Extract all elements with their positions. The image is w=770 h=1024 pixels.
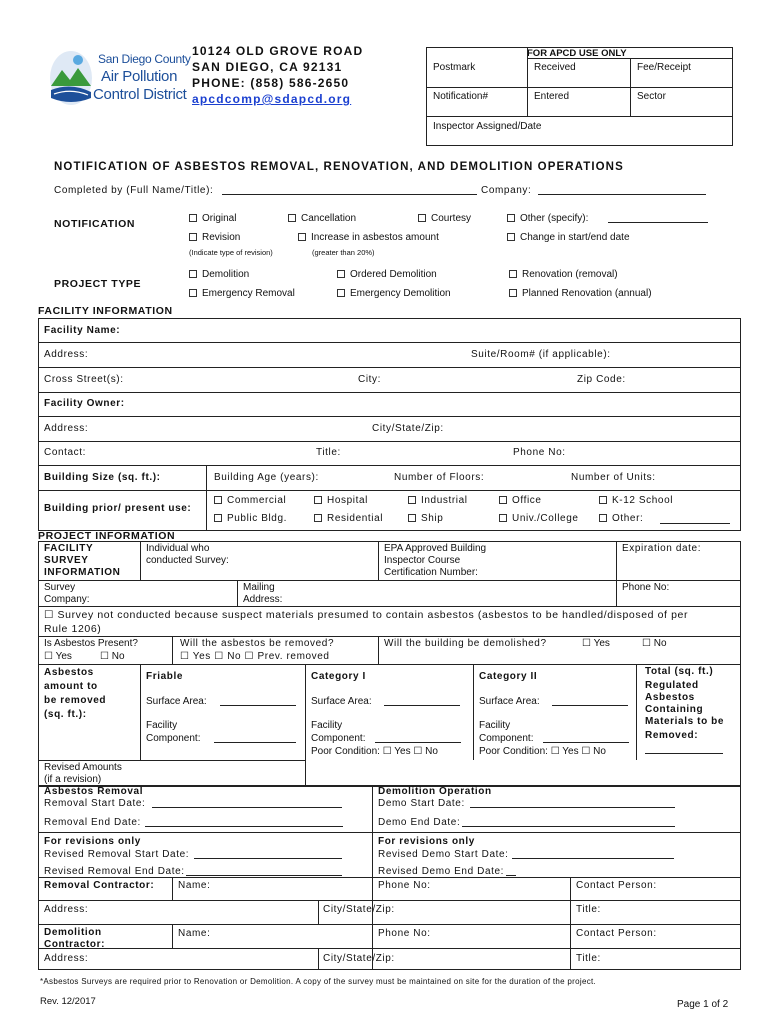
checkbox-icon — [408, 496, 416, 504]
address-line-1: 10124 OLD GROVE ROAD — [192, 44, 364, 58]
mailing-label-2: Address: — [243, 594, 283, 605]
revised-removal-end-label: Revised Removal End Date: — [44, 866, 185, 877]
renovation-checkbox[interactable] — [509, 269, 618, 280]
amount-label-3: be removed — [44, 695, 107, 706]
total-label-5: Materials to be — [645, 716, 725, 727]
cat1-component-label-1: Facility — [311, 720, 343, 731]
other-label: Other (specify): — [520, 213, 589, 224]
cancellation-label: Cancellation — [301, 213, 357, 224]
cat2-component-field[interactable] — [543, 733, 629, 743]
revision-label: Revision — [202, 232, 241, 243]
checkbox-icon — [337, 289, 345, 297]
courtesy-label: Courtesy — [431, 213, 472, 224]
checkbox-icon — [288, 214, 296, 222]
courtesy-checkbox[interactable] — [418, 213, 471, 224]
checkbox-icon — [214, 496, 222, 504]
survey-info-label-1: FACILITY — [44, 543, 94, 554]
notification-number-label: Notification# — [433, 91, 489, 102]
epa-label-2: Inspector Course — [384, 555, 461, 566]
completed-by-label: Completed by (Full Name/Title): — [54, 185, 214, 196]
postmark-label: Postmark — [433, 62, 476, 73]
demolition-label: Demolition — [202, 269, 250, 280]
building-size-label: Building Size (sq. ft.): — [44, 472, 161, 483]
notification-label: NOTIFICATION — [54, 218, 136, 230]
revised-demo-start-field[interactable] — [512, 849, 674, 859]
will-remove-label: Will the asbestos be removed? — [180, 638, 335, 649]
company-label: Company: — [481, 185, 532, 196]
commercial-checkbox[interactable] — [214, 495, 286, 506]
other-use-checkbox[interactable] — [599, 513, 643, 524]
will-demolish-label: Will the building be demolished? — [384, 638, 547, 649]
facility-address-label: Address: — [44, 349, 89, 360]
mailing-label-1: Mailing — [243, 582, 275, 593]
demolition-contractor-contact-label: Contact Person: — [576, 928, 657, 939]
cat2-component-label-1: Facility — [479, 720, 511, 731]
removal-contractor-address-label: Address: — [44, 904, 89, 915]
revision-date: Rev. 12/2017 — [40, 996, 96, 1007]
friable-surface-field[interactable] — [220, 696, 296, 706]
expiration-label: Expiration date: — [622, 543, 702, 554]
entered-label: Entered — [534, 91, 570, 102]
owner-address-label: Address: — [44, 423, 89, 434]
industrial-label: Industrial — [421, 495, 468, 506]
removal-start-label: Removal Start Date: — [44, 798, 146, 809]
demo-end-label: Demo End Date: — [378, 817, 461, 828]
will-demolish-yes[interactable]: ☐ Yes — [582, 638, 610, 649]
original-checkbox[interactable] — [189, 213, 236, 224]
checkbox-icon — [189, 270, 197, 278]
contact-phone-label: Phone No: — [513, 447, 566, 458]
checkbox-icon — [509, 289, 517, 297]
removal-contractor-label: Removal Contractor: — [44, 880, 155, 891]
checkbox-icon — [314, 496, 322, 504]
amount-label-4: (sq. ft.): — [44, 709, 87, 720]
fee-receipt-label: Fee/Receipt — [637, 62, 691, 73]
asbestos-present-yes[interactable]: ☐ Yes — [44, 651, 72, 662]
amount-label-1: Asbestos — [44, 667, 94, 678]
total-label-2: Regulated — [645, 680, 699, 691]
removal-contractor-phone-label: Phone No: — [378, 880, 431, 891]
asbestos-removal-heading: Asbestos Removal — [44, 786, 144, 797]
survey-info-label-3: INFORMATION — [44, 567, 121, 578]
univ-college-label: Univ./College — [512, 513, 579, 524]
logo-line-2: Air Pollution — [101, 68, 178, 85]
survey-not-conducted-checkbox[interactable]: ☐ Survey not conducted because suspect materials presumed to contain asbestos (asbestos to be handled/disposed of per — [44, 609, 689, 621]
emergency-demolition-label: Emergency Demolition — [350, 288, 451, 299]
survey-phone-label: Phone No: — [622, 582, 670, 593]
completed-by-field[interactable] — [222, 185, 477, 195]
suite-label: Suite/Room# (if applicable): — [471, 349, 611, 360]
logo-line-3: Control District — [93, 86, 187, 103]
hospital-checkbox[interactable] — [314, 495, 368, 506]
total-label-3: Asbestos — [645, 692, 695, 703]
survey-info-label-2: SURVEY — [44, 555, 89, 566]
original-label: Original — [202, 213, 237, 224]
address-line-2: SAN DIEGO, CA 92131 — [192, 60, 343, 74]
cat2-poor-condition[interactable]: Poor Condition: ☐ Yes ☐ No — [479, 746, 606, 757]
demo-start-label: Demo Start Date: — [378, 798, 465, 809]
checkbox-icon — [418, 214, 426, 222]
building-use-label: Building prior/ present use: — [44, 503, 192, 514]
revised-demo-end-field[interactable] — [506, 866, 516, 876]
facility-owner-label: Facility Owner: — [44, 398, 125, 409]
demolition-operation-heading: Demolition Operation — [378, 786, 492, 797]
epa-label-3: Certification Number: — [384, 567, 478, 578]
total-field[interactable] — [645, 744, 723, 754]
k12-school-label: K-12 School — [612, 495, 674, 506]
removal-start-field[interactable] — [152, 798, 342, 808]
demo-end-field[interactable] — [462, 817, 675, 827]
cat1-surface-label: Surface Area: — [311, 696, 372, 707]
total-label-4: Containing — [645, 704, 704, 715]
project-information-heading: PROJECT INFORMATION — [38, 530, 176, 542]
demo-revisions-heading: For revisions only — [378, 836, 475, 847]
survey-company-label-1: Survey — [44, 582, 76, 593]
revised-removal-start-field[interactable] — [194, 849, 342, 859]
removal-end-field[interactable] — [145, 817, 343, 827]
will-remove-options[interactable]: ☐ Yes ☐ No ☐ Prev. removed — [180, 651, 330, 662]
checkbox-icon — [189, 233, 197, 241]
friable-heading: Friable — [146, 671, 183, 682]
change-dates-label: Change in start/end date — [520, 232, 630, 243]
industrial-checkbox[interactable] — [408, 495, 468, 506]
facility-information-heading: FACILITY INFORMATION — [38, 305, 173, 317]
form-title: NOTIFICATION OF ASBESTOS REMOVAL, RENOVATION, AND DEMOLITION OPERATIONS — [54, 161, 624, 173]
demolition-contractor-title-label: Title: — [576, 953, 601, 964]
checkbox-icon — [189, 214, 197, 222]
planned-renovation-checkbox[interactable] — [509, 288, 652, 299]
will-demolish-no[interactable]: ☐ No — [642, 638, 667, 649]
total-label-6: Removed: — [645, 730, 699, 741]
category-1-heading: Category I — [311, 671, 366, 682]
removal-contractor-city-label: City/State/Zip: — [323, 904, 395, 915]
demolition-contractor-label-1: Demolition — [44, 927, 102, 938]
checkbox-icon — [499, 496, 507, 504]
cat2-surface-field[interactable] — [552, 696, 628, 706]
demolition-contractor-phone-label: Phone No: — [378, 928, 431, 939]
rule-1206-text: Rule 1206) — [44, 623, 102, 635]
demolition-contractor-label-2: Contractor: — [44, 939, 106, 950]
demolition-contractor-address-label: Address: — [44, 953, 89, 964]
project-type-label: PROJECT TYPE — [54, 278, 142, 290]
ship-checkbox[interactable] — [408, 513, 443, 524]
removal-demolition-table — [38, 786, 741, 970]
checkbox-icon — [509, 270, 517, 278]
cat1-poor-condition[interactable]: Poor Condition: ☐ Yes ☐ No — [311, 746, 438, 757]
emergency-removal-checkbox[interactable] — [189, 288, 295, 299]
facility-name-label: Facility Name: — [44, 325, 121, 336]
contact-title-label: Title: — [316, 447, 341, 458]
removal-revisions-heading: For revisions only — [44, 836, 141, 847]
other-specify-field[interactable] — [608, 213, 708, 223]
number-of-floors-label: Number of Floors: — [394, 472, 485, 483]
checkbox-icon — [599, 514, 607, 522]
increase-label: Increase in asbestos amount — [311, 232, 439, 243]
checkbox-icon — [507, 233, 515, 241]
checkbox-icon — [189, 289, 197, 297]
cancellation-checkbox[interactable] — [288, 213, 356, 224]
cat1-surface-field[interactable] — [384, 696, 460, 706]
demolition-contractor-name-label: Name: — [178, 928, 211, 939]
building-age-label: Building Age (years): — [214, 472, 319, 483]
increase-checkbox[interactable] — [298, 232, 439, 243]
revised-amounts-label-2: (if a revision) — [44, 774, 102, 785]
checkbox-icon — [408, 514, 416, 522]
commercial-label: Commercial — [227, 495, 287, 506]
revised-amounts-label-1: Revised Amounts — [44, 762, 122, 773]
revised-removal-end-field[interactable] — [186, 866, 342, 876]
friable-surface-label: Surface Area: — [146, 696, 207, 707]
survey-company-label-2: Company: — [44, 594, 90, 605]
facility-city-label: City: — [358, 374, 381, 385]
increase-note: (greater than 20%) — [312, 248, 375, 257]
email-link[interactable]: apcdcomp@sdapcd.org — [192, 92, 352, 106]
checkbox-icon — [507, 214, 515, 222]
friable-component-label-1: Facility — [146, 720, 178, 731]
amount-label-2: amount to — [44, 681, 98, 692]
removal-contractor-contact-label: Contact Person: — [576, 880, 657, 891]
revision-note: (Indicate type of revision) — [189, 248, 273, 257]
removal-contractor-name-label: Name: — [178, 880, 211, 891]
checkbox-icon — [314, 514, 322, 522]
logo-line-1: San Diego County — [98, 52, 191, 66]
office-checkbox[interactable] — [499, 495, 542, 506]
hospital-label: Hospital — [327, 495, 368, 506]
cat1-component-label-2: Component: — [311, 733, 366, 744]
cat1-component-field[interactable] — [375, 733, 461, 743]
asbestos-present-no[interactable]: ☐ No — [100, 651, 125, 662]
residential-checkbox[interactable] — [314, 513, 383, 524]
inspector-assigned-label: Inspector Assigned/Date — [433, 121, 542, 132]
cat2-surface-label: Surface Area: — [479, 696, 540, 707]
revised-demo-end-label: Revised Demo End Date: — [378, 866, 505, 877]
owner-city-state-zip-label: City/State/Zip: — [372, 423, 444, 434]
zip-code-label: Zip Code: — [577, 374, 626, 385]
other-use-field[interactable] — [660, 514, 730, 524]
sector-label: Sector — [637, 91, 666, 102]
epa-label-1: EPA Approved Building — [384, 543, 487, 554]
checkbox-icon — [337, 270, 345, 278]
page-number: Page 1 of 2 — [677, 999, 729, 1010]
emergency-removal-label: Emergency Removal — [202, 288, 295, 299]
individual-label-1: Individual who — [146, 543, 210, 554]
cat2-component-label-2: Component: — [479, 733, 534, 744]
survey-footnote: *Asbestos Surveys are required prior to Renovation or Demolition. A copy of the survey must be maintained on site for the duration of the project. — [40, 977, 597, 986]
emergency-demolition-checkbox[interactable] — [337, 288, 451, 299]
cross-street-label: Cross Street(s): — [44, 374, 124, 385]
univ-college-checkbox[interactable] — [499, 513, 579, 524]
checkbox-icon — [499, 514, 507, 522]
renovation-label: Renovation (removal) — [522, 269, 618, 280]
total-label-1: Total (sq. ft.) — [645, 666, 714, 677]
demolition-checkbox[interactable] — [189, 269, 249, 280]
asbestos-present-label: Is Asbestos Present? — [44, 638, 138, 649]
number-of-units-label: Number of Units: — [571, 472, 656, 483]
revised-removal-start-label: Revised Removal Start Date: — [44, 849, 190, 860]
demolition-contractor-city-label: City/State/Zip: — [323, 953, 395, 964]
mountain-logo-icon — [48, 48, 94, 106]
ship-label: Ship — [421, 513, 444, 524]
change-dates-checkbox[interactable] — [507, 232, 630, 243]
other-checkbox[interactable] — [507, 213, 588, 224]
planned-renovation-label: Planned Renovation (annual) — [522, 288, 652, 299]
public-bldg-checkbox[interactable] — [214, 513, 287, 524]
category-2-heading: Category II — [479, 671, 538, 682]
revision-checkbox[interactable] — [189, 232, 240, 243]
public-bldg-label: Public Bldg. — [227, 513, 288, 524]
other-use-label: Other: — [612, 513, 644, 524]
checkbox-icon — [599, 496, 607, 504]
company-field[interactable] — [538, 185, 706, 195]
individual-label-2: conducted Survey: — [146, 555, 229, 566]
phone-line: PHONE: (858) 586-2650 — [192, 76, 350, 90]
friable-component-label-2: Component: — [146, 733, 201, 744]
residential-label: Residential — [327, 513, 384, 524]
agency-logo — [48, 48, 191, 110]
ordered-demolition-label: Ordered Demolition — [350, 269, 437, 280]
demo-start-field[interactable] — [470, 798, 675, 808]
ordered-demolition-checkbox[interactable] — [337, 269, 437, 280]
checkbox-icon — [298, 233, 306, 241]
office-label: Office — [512, 495, 542, 506]
friable-component-field[interactable] — [214, 733, 296, 743]
received-label: Received — [534, 62, 576, 73]
removal-contractor-title-label: Title: — [576, 904, 601, 915]
removal-end-label: Removal End Date: — [44, 817, 141, 828]
revised-demo-start-label: Revised Demo Start Date: — [378, 849, 509, 860]
k12-school-checkbox[interactable] — [599, 495, 673, 506]
contact-label: Contact: — [44, 447, 87, 458]
checkbox-icon — [214, 514, 222, 522]
apcd-box-title: FOR APCD USE ONLY — [527, 48, 627, 59]
